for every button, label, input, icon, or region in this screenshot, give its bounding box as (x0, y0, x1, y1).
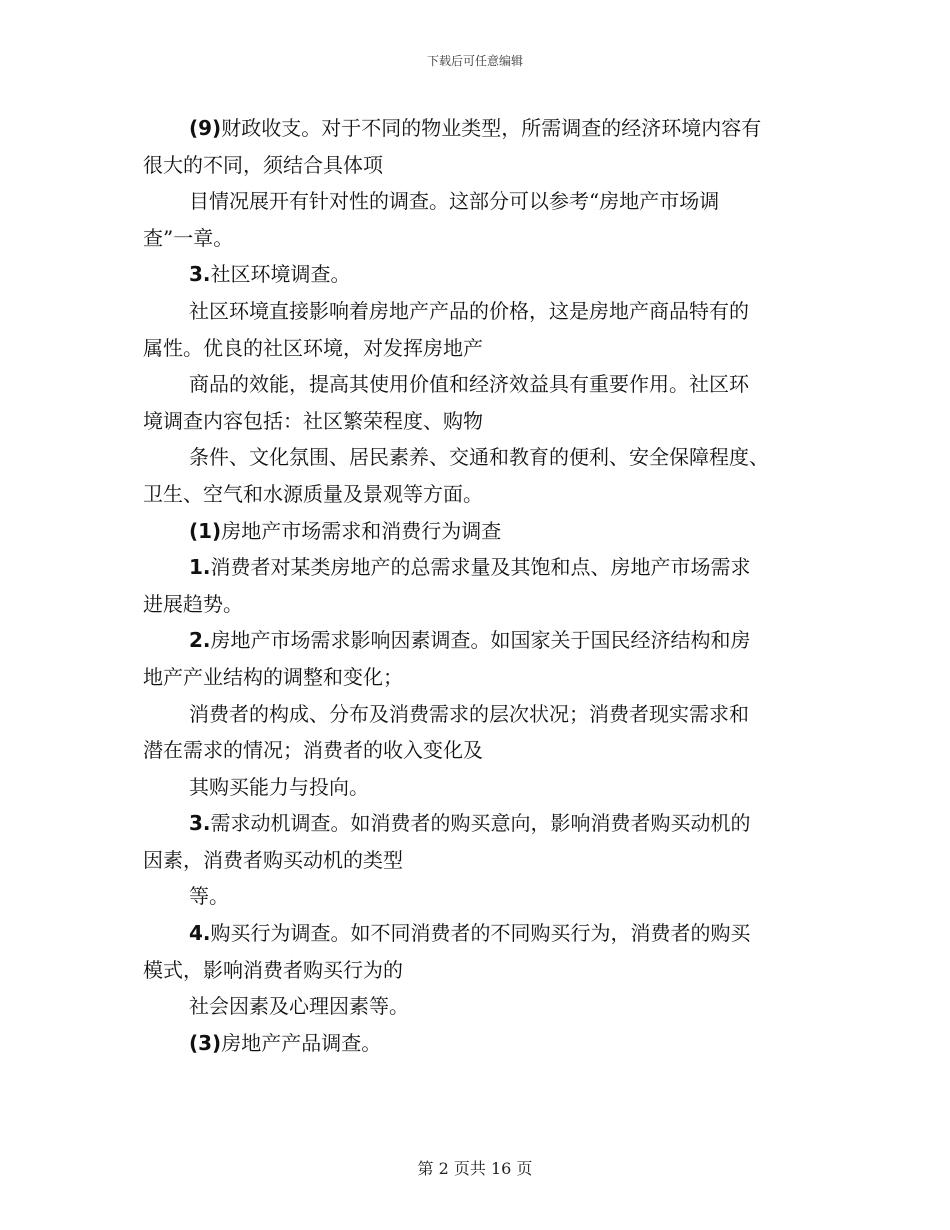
line-text: 需求动机调查。如消费者的购买意向，影响消费者购买动机的 (210, 811, 751, 836)
line-text: 消费者对某类房地产的总需求量及其饱和点、房地产市场需求 (210, 555, 751, 580)
text-line (143, 403, 813, 440)
line-text: 社区环境调查。 (210, 262, 351, 287)
text-line (143, 513, 813, 550)
line-text: 房地产产品调查。 (221, 1030, 382, 1055)
line-text: 进展趋势。 (143, 591, 243, 616)
text-line (143, 330, 813, 367)
line-text: 很大的不同，须结合具体项 (143, 152, 383, 177)
text-line (143, 147, 813, 184)
line-text: 潜在需求的情况；消费者的收入变化及 (143, 738, 483, 763)
text-line (143, 988, 813, 1025)
line-text: 地产产业结构的调整和变化； (143, 664, 403, 689)
line-text: 房地产市场需求影响因素调查。如国家关于国民经济结构和房 (210, 628, 751, 653)
line-text: 其购买能力与投向。 (189, 774, 369, 799)
line-text: 商品的效能，提高其使用价值和经济效益具有重要作用。社区环 (189, 372, 749, 397)
text-line (143, 952, 813, 989)
line-text: 条件、文化氛围、居民素养、交通和教育的便利、安全保障程度、 (189, 445, 769, 470)
line-text: 属性。优良的社区环境，对发挥房地产 (143, 335, 483, 360)
line-text: 社区环境直接影响着房地产产品的价格，这是房地产商品特有的 (189, 298, 749, 323)
text-line (143, 586, 813, 623)
page-header: 下载后可任意编辑 (426, 54, 523, 68)
line-text: 消费者的构成、分布及消费需求的层次状况；消费者现实需求和 (189, 701, 749, 726)
text-line (143, 476, 813, 513)
page-footer: 第 2 页共 16 页 (417, 1159, 533, 1178)
document-body (143, 110, 813, 1061)
line-text: 购买行为调查。如不同消费者的不同购买行为，消费者的购买 (210, 921, 751, 946)
text-line (143, 1025, 813, 1062)
text-line (143, 549, 813, 586)
item-number: 4. (189, 921, 211, 946)
text-line (143, 366, 813, 403)
text-line (143, 769, 813, 806)
line-text: 等。 (189, 884, 229, 909)
line-text: 模式，影响消费者购买行为的 (143, 957, 403, 982)
item-number: (9) (189, 116, 222, 140)
line-text: 因素，消费者购买动机的类型 (143, 847, 403, 872)
text-line (143, 878, 813, 915)
line-text: 目情况展开有针对性的调查。这部分可以参考“房地产市场调 (189, 189, 720, 214)
text-line (143, 842, 813, 879)
text-line (143, 659, 813, 696)
text-line (143, 110, 813, 147)
line-text: 房地产市场需求和消费行为调查 (221, 518, 502, 543)
text-line (143, 256, 813, 293)
item-number: 1. (189, 555, 211, 580)
text-line (143, 439, 813, 476)
item-number: 2. (189, 628, 211, 653)
text-line (143, 732, 813, 769)
item-number: 3. (189, 811, 211, 836)
item-number: (3) (189, 1030, 222, 1055)
line-text: 财政收支。对于不同的物业类型，所需调查的经济环境内容有 (221, 116, 762, 140)
item-number: (1) (189, 518, 222, 543)
line-text: 境调查内容包括：社区繁荣程度、购物 (143, 408, 483, 433)
text-line (143, 293, 813, 330)
text-line (143, 696, 813, 733)
line-text: 卫生、空气和水源质量及景观等方面。 (143, 481, 483, 506)
text-line (143, 183, 813, 220)
item-number: 3. (189, 262, 211, 287)
text-line (143, 805, 813, 842)
text-line (143, 622, 813, 659)
line-text: 社会因素及心理因素等。 (189, 994, 409, 1019)
line-text: 查”一章。 (143, 225, 234, 250)
text-line (143, 220, 813, 257)
text-line (143, 915, 813, 952)
